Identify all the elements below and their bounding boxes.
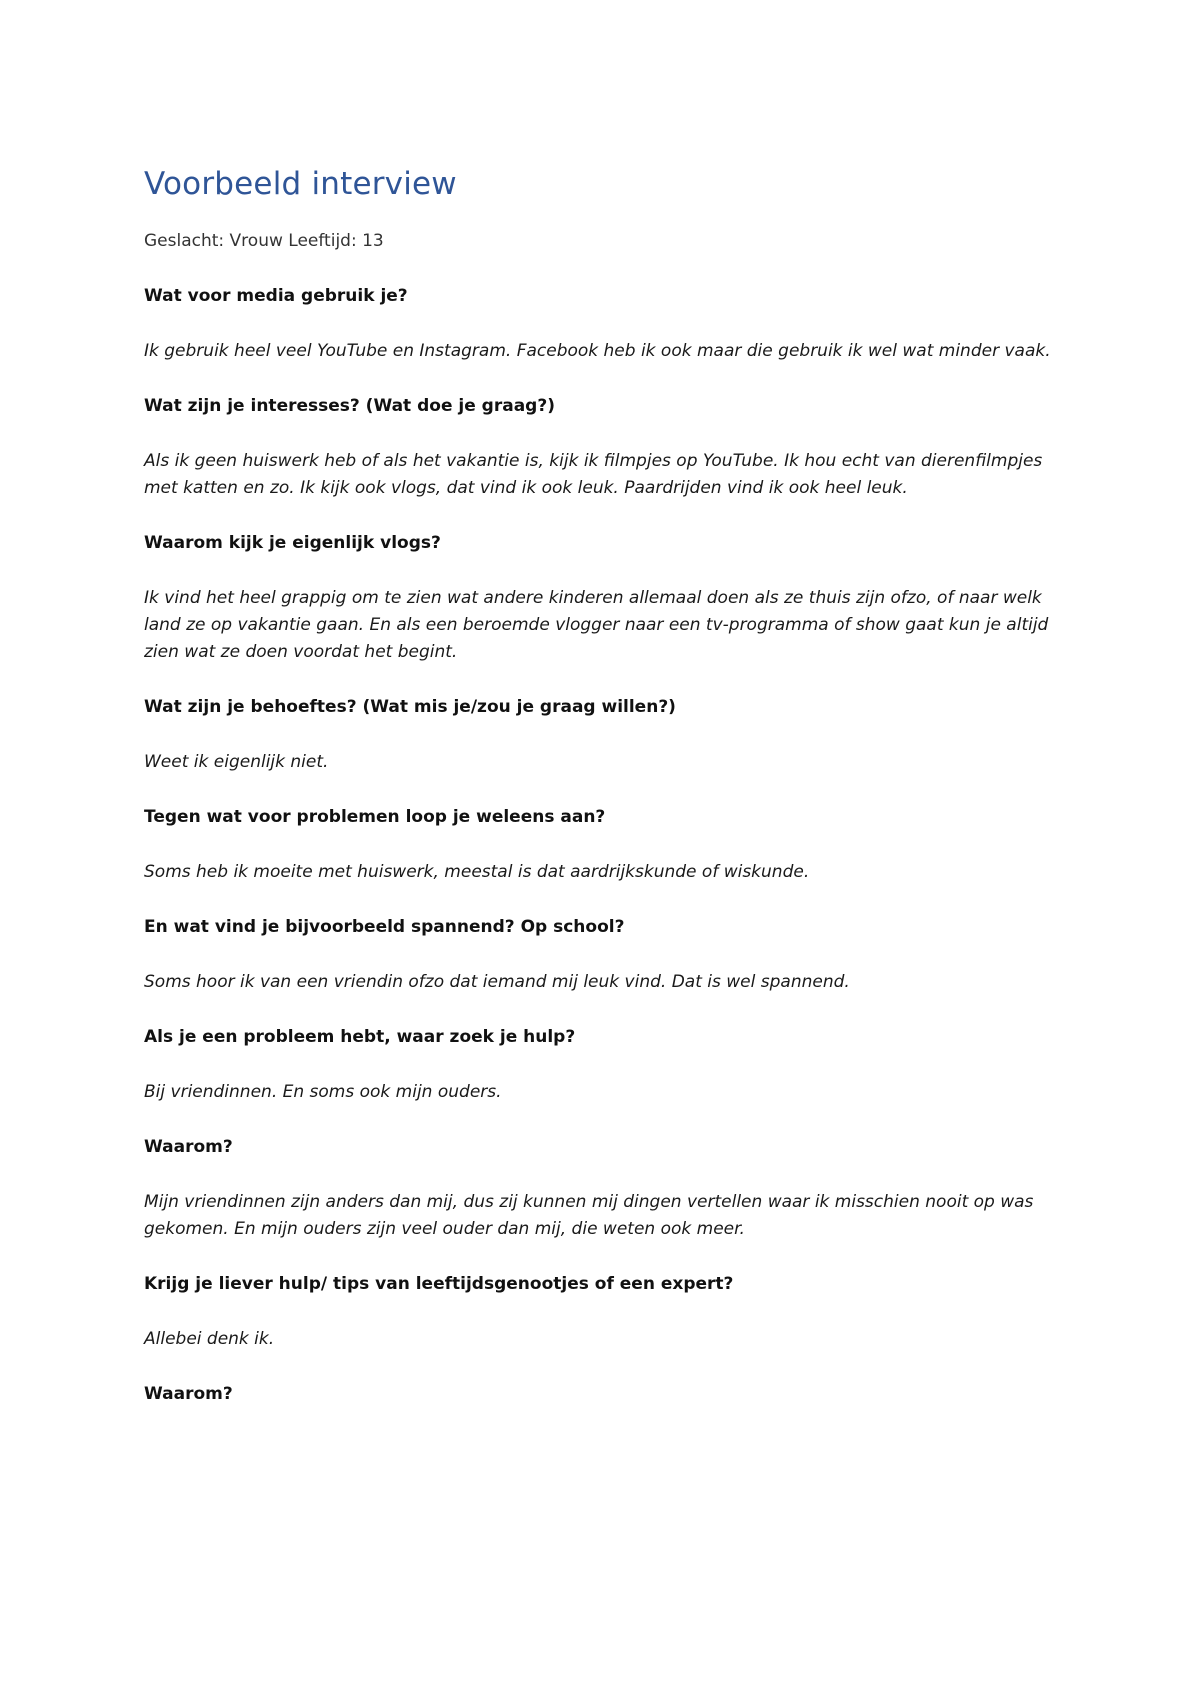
- qa-pair-3: [144, 530, 1056, 666]
- question: Wat zijn je behoeftes? (Wat mis je/zou je graag willen?): [144, 697, 676, 717]
- question: Wat voor media gebruik je?: [144, 286, 408, 306]
- qa-pair-8: [144, 1134, 1056, 1243]
- question: Krijg je liever hulp/ tips van leeftijdsgenootjes of een expert?: [144, 1274, 734, 1294]
- qa-pair-7: [144, 1024, 1056, 1106]
- answer: Soms heb ik moeite met huiswerk, meestal is dat aardrijkskunde of wiskunde.: [144, 862, 810, 882]
- qa-pair-2: [144, 393, 1056, 502]
- question: Waarom?: [144, 1384, 233, 1404]
- answer: Weet ik eigenlijk niet.: [144, 752, 329, 772]
- qa-pair-5: [144, 804, 1056, 886]
- answer: Soms hoor ik van een vriendin ofzo dat iemand mij leuk vind. Dat is wel spannend.: [144, 972, 850, 992]
- qa-pair-9: [144, 1271, 1056, 1353]
- question: Waarom?: [144, 1137, 233, 1157]
- answer: Mijn vriendinnen zijn anders dan mij, dus zij kunnen mij dingen vertellen waar ik misschien nooit op was gekomen. En mijn ouders zijn veel ouder dan mij, die weten ook meer.: [144, 1192, 1034, 1239]
- question: Wat zijn je interesses? (Wat doe je graag?): [144, 396, 555, 416]
- question: En wat vind je bijvoorbeeld spannend? Op school?: [144, 917, 625, 937]
- answer: Allebei denk ik.: [144, 1329, 275, 1349]
- answer: Ik gebruik heel veel YouTube en Instagram. Facebook heb ik ook maar die gebruik ik wel wat minder vaak.: [144, 341, 1051, 361]
- question: Als je een probleem hebt, waar zoek je hulp?: [144, 1027, 576, 1047]
- qa-pair-6: [144, 914, 1056, 996]
- document-page: [144, 164, 1056, 1436]
- document-title: Voorbeeld interview: [144, 166, 457, 202]
- question: Waarom kijk je eigenlijk vlogs?: [144, 533, 441, 553]
- answer: Als ik geen huiswerk heb of als het vakantie is, kijk ik filmpjes op YouTube. Ik hou echt van dierenfilmpjes met katten en zo. Ik kijk ook vlogs, dat vind ik ook leuk. Paardrijden vind ik ook heel leuk.: [144, 451, 1043, 498]
- answer: Ik vind het heel grappig om te zien wat andere kinderen allemaal doen als ze thuis zijn ofzo, of naar welk land ze op vakantie gaan. En als een beroemde vlogger naar een tv-programma of show gaat kun je altijd zien wat ze doen voordat het begint.: [144, 588, 1049, 662]
- qa-pair-1: [144, 283, 1056, 365]
- question: Tegen wat voor problemen loop je weleens aan?: [144, 807, 606, 827]
- answer: Bij vriendinnen. En soms ook mijn ouders.: [144, 1082, 502, 1102]
- respondent-info: Geslacht: Vrouw Leeftijd: 13: [144, 231, 384, 251]
- qa-pair-10: [144, 1381, 1056, 1408]
- qa-pair-4: [144, 694, 1056, 776]
